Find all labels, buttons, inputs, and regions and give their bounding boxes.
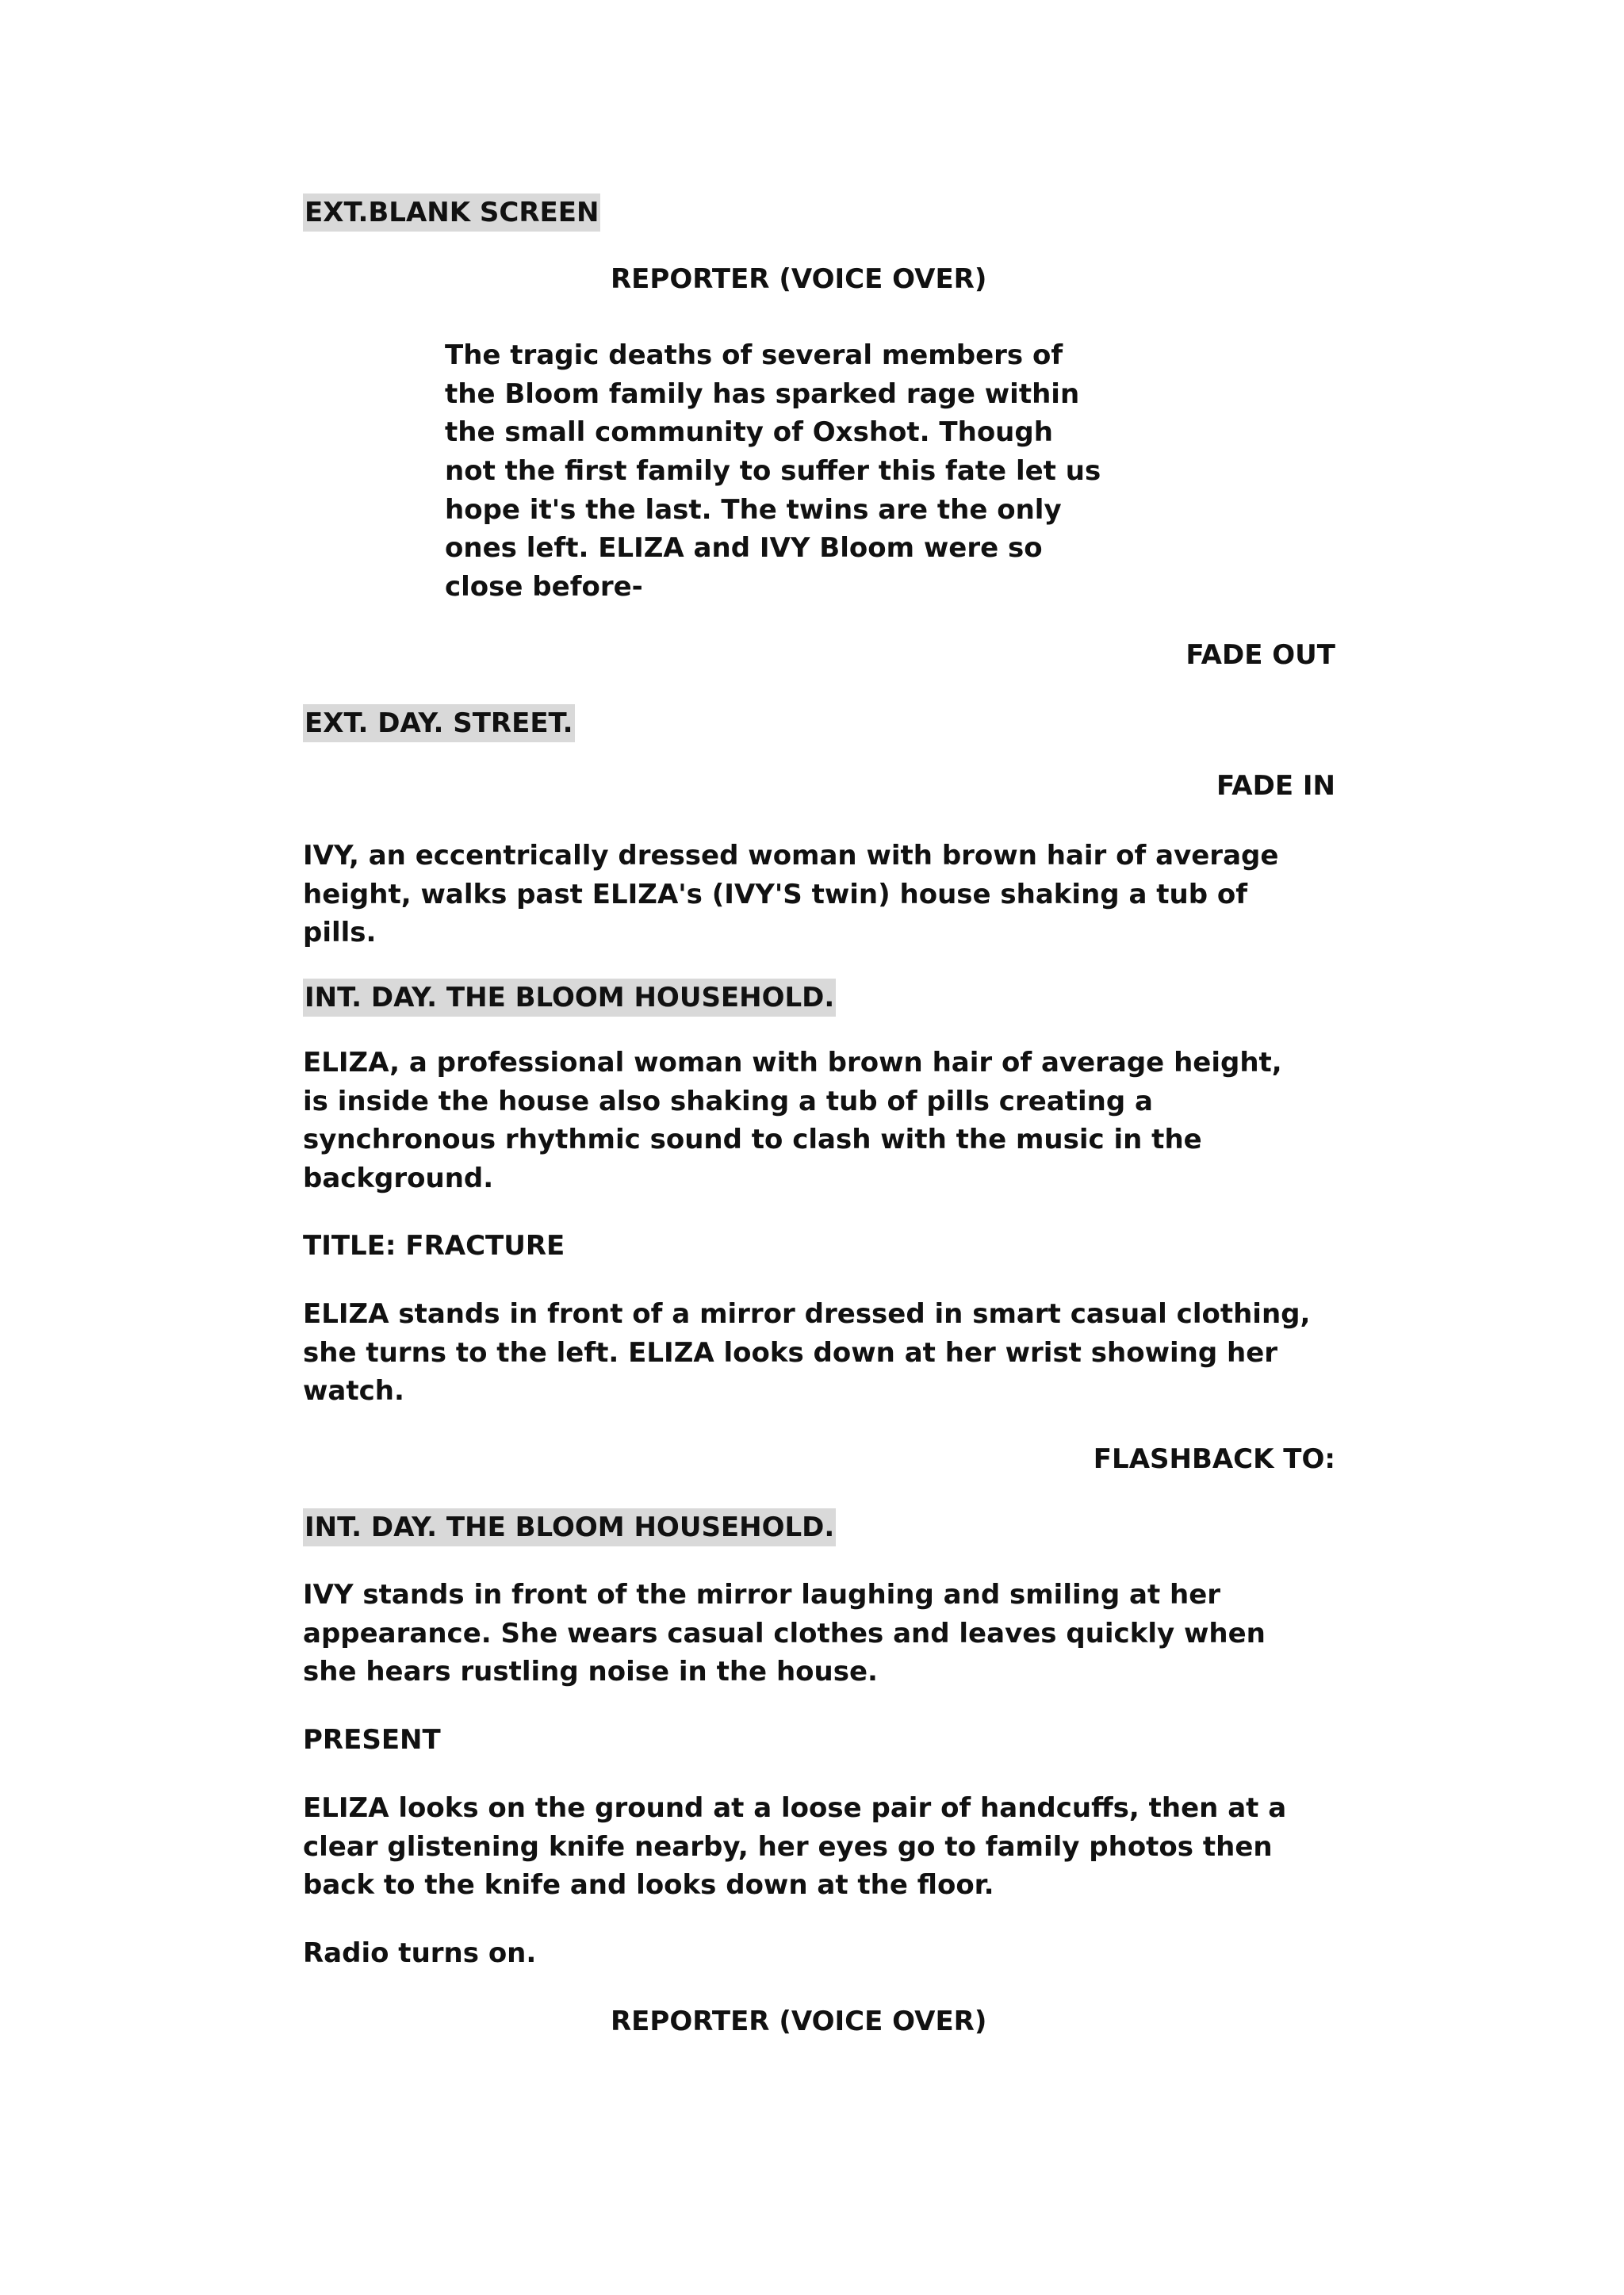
dialogue-line: the small community of Oxshot. Though xyxy=(445,416,1053,448)
action-line: synchronous rhythmic sound to clash with the music in the xyxy=(303,1124,1202,1155)
present-label: PRESENT xyxy=(303,1724,441,1756)
character-name: REPORTER (VOICE OVER) xyxy=(611,263,987,295)
action-line: IVY stands in front of the mirror laughing and smiling at her xyxy=(303,1579,1221,1611)
character-name: REPORTER (VOICE OVER) xyxy=(611,2006,987,2037)
dialogue-line: not the first family to suffer this fate let us xyxy=(445,455,1101,487)
action-line: clear glistening knife nearby, her eyes go to family photos then xyxy=(303,1831,1273,1863)
action-line: height, walks past ELIZA's (IVY'S twin) house shaking a tub of xyxy=(303,879,1248,910)
dialogue-line: close before- xyxy=(445,571,643,603)
scene-heading: EXT.BLANK SCREEN xyxy=(303,193,600,232)
dialogue-line: hope it's the last. The twins are the only xyxy=(445,494,1062,526)
action-line: pills. xyxy=(303,917,377,948)
transition: FADE IN xyxy=(1216,770,1335,802)
action-line: IVY, an eccentrically dressed woman with brown hair of average xyxy=(303,840,1279,872)
title-card: TITLE: FRACTURE xyxy=(303,1230,565,1262)
scene-heading: INT. DAY. THE BLOOM HOUSEHOLD. xyxy=(303,979,836,1017)
scene-heading: INT. DAY. THE BLOOM HOUSEHOLD. xyxy=(303,1508,836,1546)
action-line: background. xyxy=(303,1163,494,1194)
action-line: ELIZA stands in front of a mirror dressed in smart casual clothing, xyxy=(303,1298,1311,1330)
action-line: ELIZA, a professional woman with brown hair of average height, xyxy=(303,1047,1282,1079)
scene-heading: EXT. DAY. STREET. xyxy=(303,704,575,742)
action-line: ELIZA looks on the ground at a loose pair of handcuffs, then at a xyxy=(303,1792,1287,1824)
action-line: watch. xyxy=(303,1375,404,1407)
action-line: back to the knife and looks down at the floor. xyxy=(303,1869,994,1901)
action-line: appearance. She wears casual clothes and leaves quickly when xyxy=(303,1618,1266,1649)
dialogue-line: ones left. ELIZA and IVY Bloom were so xyxy=(445,532,1043,564)
action-line: she hears rustling noise in the house. xyxy=(303,1656,878,1688)
dialogue-line: the Bloom family has sparked rage within xyxy=(445,378,1080,410)
transition: FADE OUT xyxy=(1185,639,1335,671)
transition: FLASHBACK TO: xyxy=(1093,1443,1335,1475)
dialogue-line: The tragic deaths of several members of xyxy=(445,339,1063,371)
action-line: she turns to the left. ELIZA looks down at her wrist showing her xyxy=(303,1337,1278,1369)
action-line: Radio turns on. xyxy=(303,1937,537,1969)
action-line: is inside the house also shaking a tub of pills creating a xyxy=(303,1086,1153,1117)
